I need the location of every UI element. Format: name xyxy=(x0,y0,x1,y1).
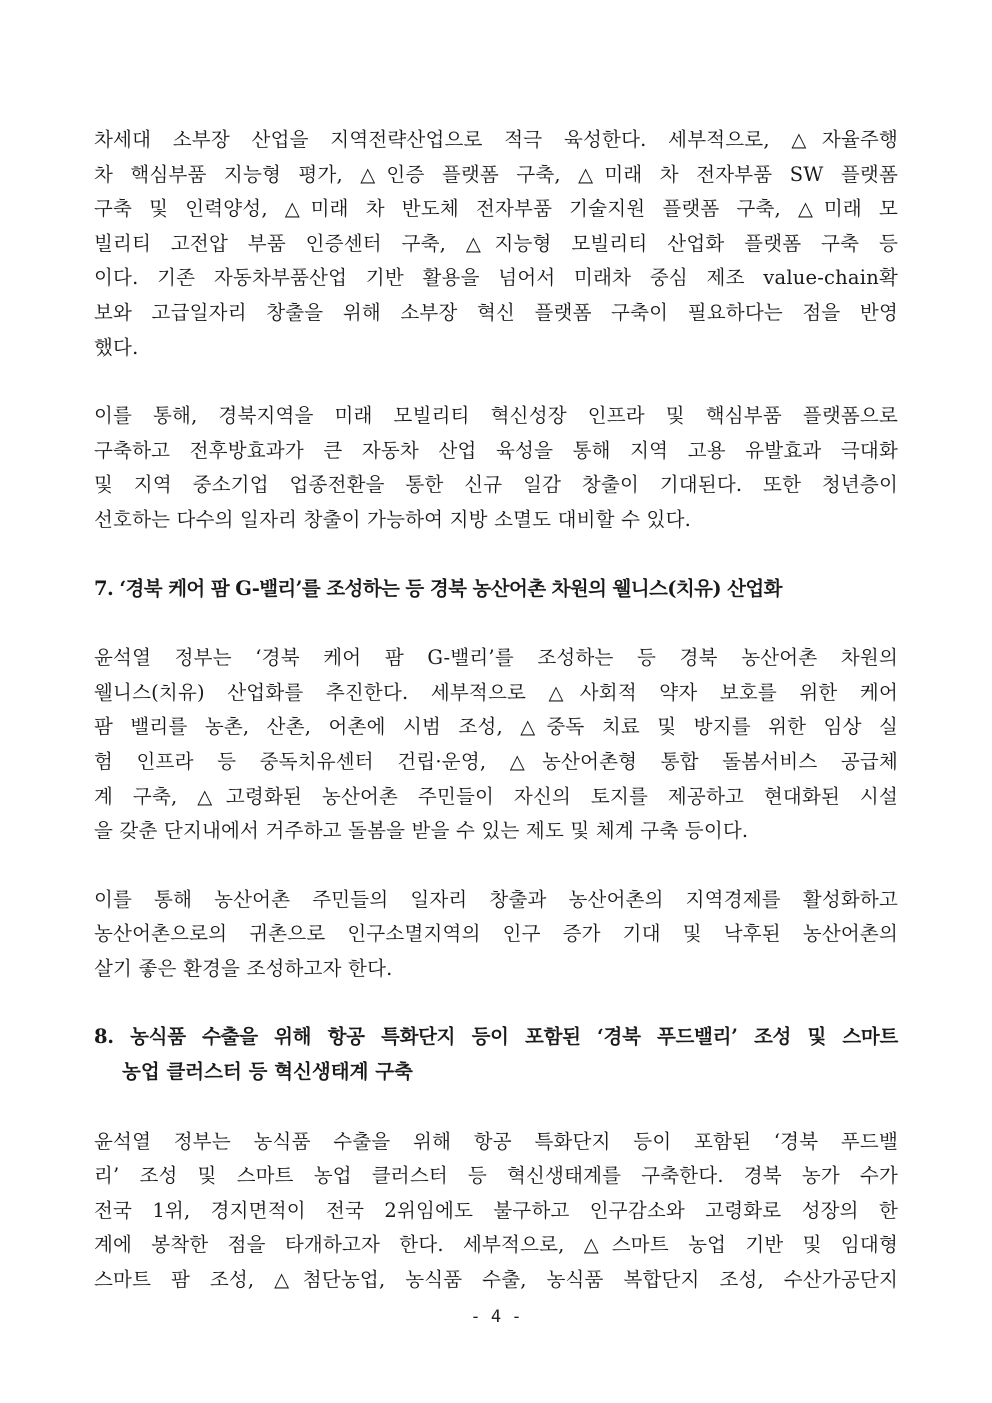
section-heading-7 xyxy=(94,572,898,607)
text-line: 계 구축, △고령화된 농산어촌 주민들이 자신의 토지를 제공하고 현대화된 시설 xyxy=(94,784,898,808)
text-line: 이를 통해 농산어촌 주민들의 일자리 창출과 농산어촌의 지역경제를 활성화하고 xyxy=(94,887,898,911)
text-line: 험 인프라 등 중독치유센터 건립·운영, △농산어촌형 통합 돌봄서비스 공급체 xyxy=(94,749,898,773)
text-line: 윤석열 정부는 농식품 수출을 위해 항공 특화단지 등이 포함된 ‘경북 푸드밸 xyxy=(94,1129,898,1153)
text-line: 을 갖춘 단지내에서 거주하고 돌봄을 받을 수 있는 제도 및 체계 구축 등이다. xyxy=(94,819,749,843)
text-line: 농산어촌으로의 귀촌으로 인구소멸지역의 인구 증가 기대 및 낙후된 농산어촌의 xyxy=(94,922,898,946)
text-line: 이다. 기존 자동차부품산업 기반 활용을 넘어서 미래차 중심 제조 value-chain확 xyxy=(94,266,898,290)
heading-line: 8. 농식품 수출을 위해 항공 특화단지 등이 포함된 ‘경북 푸드밸리’ 조성 및 스마트 xyxy=(94,1025,898,1049)
text-line: 차세대 소부장 산업을 지역전략산업으로 적극 육성한다. 세부적으로, △자율주행 xyxy=(94,128,898,151)
text-line: 팜 밸리를 농촌, 산촌, 어촌에 시범 조성, △중독 치료 및 방지를 위한 임상 실 xyxy=(94,715,898,739)
text-line: 구축하고 전후방효과가 큰 자동차 산업 육성을 통해 지역 고용 유발효과 극대화 xyxy=(94,438,898,462)
text-line: 전국 1위, 경지면적이 전국 2위임에도 불구하고 인구감소와 고령화로 성장의 한 xyxy=(94,1198,898,1222)
text-line: 선호하는 다수의 일자리 창출이 가능하여 지방 소멸도 대비할 수 있다. xyxy=(94,507,692,531)
text-line: 보와 고급일자리 창출을 위해 소부장 혁신 플랫폼 구축이 필요하다는 점을 반영 xyxy=(94,300,898,324)
paragraph-mobility-effects xyxy=(94,399,898,537)
text-line: 리’ 조성 및 스마트 농업 클러스터 등 혁신생태계를 구축한다. 경북 농가 수가 xyxy=(94,1164,898,1188)
text-line: 이를 통해, 경북지역을 미래 모빌리티 혁신성장 인프라 및 핵심부품 플랫폼으로 xyxy=(94,404,898,428)
paragraph-rural-economy xyxy=(94,883,898,987)
text-line: 구축 및 인력양성, △미래 차 반도체 전자부품 기술지원 플랫폼 구축, △미래 모 xyxy=(94,197,898,221)
paragraph-food-valley xyxy=(94,1125,898,1298)
heading-line: 7. ‘경북 케어 팜 G-밸리’를 조성하는 등 경북 농산어촌 차원의 웰니스(치유) 산업화 xyxy=(94,576,782,600)
section-heading-8 xyxy=(94,1020,898,1089)
document-body xyxy=(94,123,898,1298)
paragraph-care-farm xyxy=(94,641,898,849)
text-line: 빌리티 고전압 부품 인증센터 구축, △지능형 모빌리티 산업화 플랫폼 구축 등 xyxy=(94,231,898,255)
page-number: - 4 - xyxy=(470,1307,522,1327)
text-line: 계에 봉착한 점을 타개하고자 한다. 세부적으로, △스마트 농업 기반 및 임대형 xyxy=(94,1233,898,1257)
text-line: 및 지역 중소기업 업종전환을 통한 신규 일감 창출이 기대된다. 또한 청년층이 xyxy=(94,473,898,497)
text-line: 스마트 팜 조성, △첨단농업, 농식품 수출, 농식품 복합단지 조성, 수산가공단지 xyxy=(94,1268,898,1292)
text-line: 했다. xyxy=(94,335,139,359)
heading-line: 농업 클러스터 등 혁신생태계 구축 xyxy=(122,1060,413,1084)
text-line: 윤석열 정부는 ‘경북 케어 팜 G-밸리’를 조성하는 등 경북 농산어촌 차원의 xyxy=(94,646,898,670)
paragraph-parts-industry xyxy=(94,123,898,365)
text-line: 차 핵심부품 지능형 평가, △인증 플랫폼 구축, △미래 차 전자부품 SW 플랫폼 xyxy=(94,162,898,186)
text-line: 웰니스(치유) 산업화를 추진한다. 세부적으로 △사회적 약자 보호를 위한 케어 xyxy=(94,680,898,704)
text-line: 살기 좋은 환경을 조성하고자 한다. xyxy=(94,956,393,980)
